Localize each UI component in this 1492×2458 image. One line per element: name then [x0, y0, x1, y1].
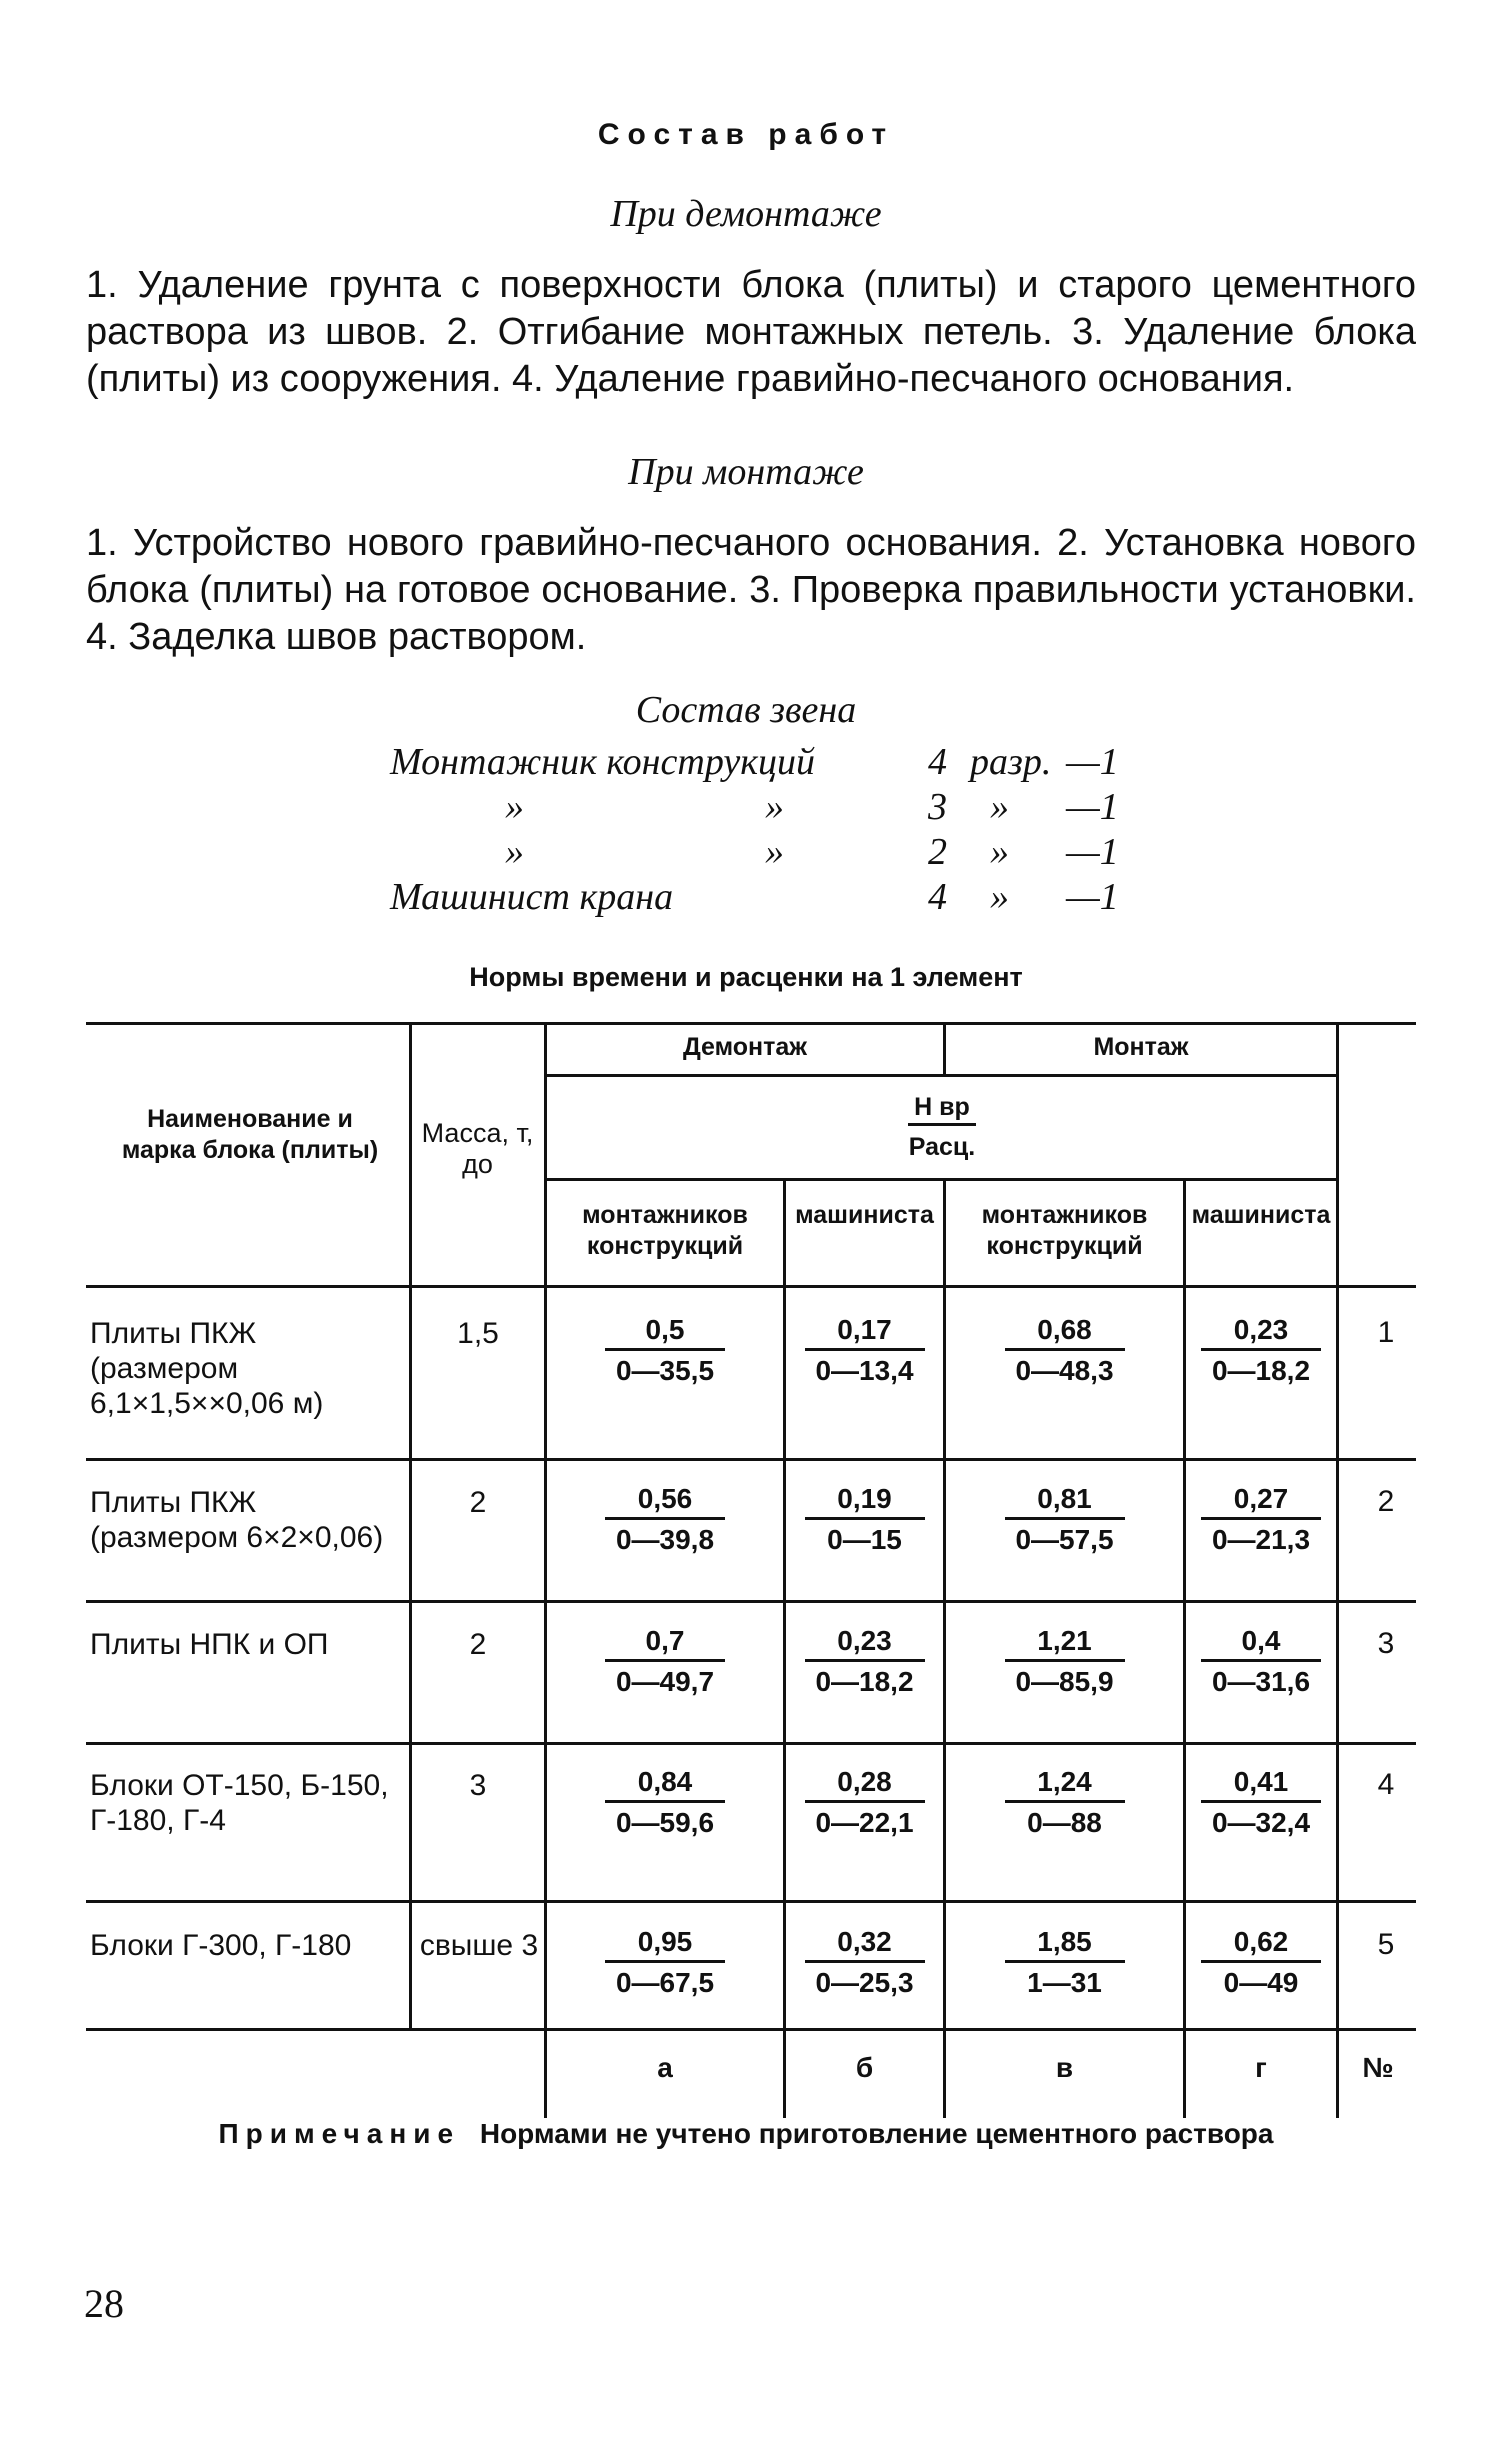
crew-count: —1 — [1066, 831, 1119, 873]
norm-value: 0,28 — [837, 1766, 892, 1797]
crew-unit: » — [990, 831, 1009, 873]
row-mass: 1,5 — [457, 1317, 499, 1350]
crew-role: » — [505, 831, 524, 873]
column-letter: в — [1055, 2052, 1074, 2083]
cell-b — [787, 1924, 942, 1999]
note-label: Примечание — [218, 2118, 461, 2149]
table-rule — [1183, 1178, 1186, 2118]
column-letter: б — [855, 2052, 874, 2083]
header-col-c: монтажников конструкций — [981, 1201, 1148, 1260]
rate-value: 0—21,3 — [1211, 1524, 1311, 1555]
dismantling-text: 1. Удаление грунта с поверхности блока (плиты) и старого цементного раствора из швов. 2. Отгибание монтажных петель. 3. Удаление блока (плиты) из сооружения. 4. Удаление гравийно-песчаного основания. — [86, 264, 1416, 400]
row-mass: 2 — [469, 1486, 487, 1519]
crew-role: Машинист крана — [390, 876, 674, 918]
norm-value: 0,81 — [1037, 1483, 1092, 1514]
norm-value: 0,27 — [1233, 1483, 1289, 1514]
crew-heading: Состав звена — [635, 689, 857, 731]
norm-value: 0,84 — [637, 1766, 693, 1797]
table-note — [0, 2118, 1492, 2150]
row-number: 5 — [1377, 1928, 1395, 1961]
rate-value: 0—59,6 — [615, 1807, 715, 1838]
table-rule — [86, 2028, 1416, 2031]
table-title: Нормы времени и расценки на 1 элемент — [469, 962, 1023, 992]
norm-value: 0,62 — [1233, 1926, 1289, 1957]
cell-d — [1187, 1312, 1335, 1387]
crew-row — [390, 830, 1150, 875]
cell-d — [1187, 1764, 1335, 1839]
crew-row — [390, 875, 1150, 920]
table-rule — [86, 1022, 1416, 1025]
header-norm-den: Расц. — [908, 1133, 976, 1161]
section-heading: Состав работ — [597, 118, 895, 151]
crew-row — [390, 740, 1150, 785]
norm-value: 0,7 — [645, 1625, 685, 1656]
rate-value: 0—32,4 — [1211, 1807, 1311, 1838]
rate-value: 0—49 — [1223, 1967, 1299, 1998]
crew-unit: » — [990, 876, 1009, 918]
norm-value: 0,5 — [645, 1314, 685, 1345]
header-col-a: монтажников конструкций — [582, 1201, 748, 1260]
crew-count: —1 — [1066, 876, 1119, 918]
crew-row — [390, 785, 1150, 830]
table-rule — [86, 1285, 1416, 1288]
norm-value: 0,32 — [837, 1926, 892, 1957]
cell-d — [1187, 1481, 1335, 1556]
norm-value: 0,17 — [837, 1314, 892, 1345]
row-name: Плиты ПКЖ (размером 6,1×1,5××0,06 м) — [90, 1317, 324, 1420]
rate-value: 0—88 — [1027, 1807, 1102, 1838]
crew-role: Монтажник конструкций — [390, 741, 815, 783]
row-name: Блоки ОТ-150, Б-150, Г-180, Г-4 — [90, 1769, 389, 1837]
norm-value: 0,19 — [837, 1483, 892, 1514]
table-rule — [86, 1742, 1416, 1745]
cell-a — [548, 1481, 782, 1556]
cell-a — [548, 1623, 782, 1698]
cell-c — [947, 1924, 1182, 1999]
header-mounting: Монтаж — [1093, 1033, 1189, 1061]
header-dismantling: Демонтаж — [682, 1033, 808, 1061]
crew-ditto: » — [765, 831, 784, 873]
row-mass: свыше 3 — [419, 1929, 539, 1962]
header-mass: Масса, т, до — [421, 1118, 534, 1179]
row-name: Плиты НПК и ОП — [90, 1628, 329, 1661]
crew-count: —1 — [1066, 741, 1119, 783]
header-norm-num: Н вр — [908, 1092, 976, 1126]
row-mass: 2 — [469, 1628, 487, 1661]
rate-value: 0—57,5 — [1015, 1524, 1114, 1555]
rate-value: 0—48,3 — [1015, 1355, 1114, 1386]
rate-value: 0—35,5 — [615, 1355, 715, 1386]
table-rule — [783, 1178, 786, 2118]
column-letter: № — [1362, 2052, 1394, 2083]
rate-value: 0—31,6 — [1211, 1666, 1311, 1697]
cell-b — [787, 1481, 942, 1556]
rate-value: 0—15 — [827, 1524, 902, 1555]
rate-value: 0—22,1 — [815, 1807, 914, 1838]
mounting-text: 1. Устройство нового гравийно-песчаного основания. 2. Установка нового блока (плиты) на готовое основание. 3. Проверка правильности установки. 4. Заделка швов раствором. — [86, 522, 1416, 658]
cell-a — [548, 1312, 782, 1387]
header-name: Наименование и марка блока (плиты) — [121, 1105, 379, 1164]
norm-value: 0,68 — [1037, 1314, 1092, 1345]
table-rule — [86, 1600, 1416, 1603]
row-name: Блоки Г-300, Г-180 — [90, 1929, 352, 1962]
table-rule — [544, 1022, 547, 2118]
dismantling-heading: При демонтаже — [610, 193, 882, 235]
norm-value: 0,23 — [837, 1625, 892, 1656]
norm-value: 1,24 — [1037, 1766, 1092, 1797]
table-rule — [943, 1022, 946, 1075]
cell-a — [548, 1924, 782, 1999]
cell-d — [1187, 1924, 1335, 1999]
rate-value: 0—18,2 — [815, 1666, 914, 1697]
rate-value: 0—13,4 — [815, 1355, 914, 1386]
cell-a — [548, 1764, 782, 1839]
rate-value: 0—49,7 — [615, 1666, 715, 1697]
row-number: 1 — [1377, 1316, 1395, 1349]
crew-list — [390, 740, 1150, 920]
rate-value: 1—31 — [1027, 1967, 1102, 1998]
rate-value: 0—85,9 — [1015, 1666, 1114, 1697]
cell-b — [787, 1623, 942, 1698]
dismantling-paragraph — [86, 262, 1416, 403]
cell-d — [1187, 1623, 1335, 1698]
crew-grade: 3 — [928, 786, 947, 828]
rate-value: 0—67,5 — [615, 1967, 715, 1998]
norm-value: 0,41 — [1233, 1766, 1289, 1797]
crew-grade: 4 — [928, 741, 947, 783]
header-col-b: машинистa — [795, 1201, 934, 1229]
table-rule — [86, 1458, 1416, 1461]
cell-c — [947, 1481, 1182, 1556]
rate-value: 0—25,3 — [815, 1967, 914, 1998]
table-rule — [546, 1178, 1336, 1181]
crew-unit: » — [990, 786, 1009, 828]
table-rule — [1336, 1022, 1339, 2118]
mounting-paragraph — [86, 520, 1416, 661]
crew-grade: 4 — [928, 876, 947, 918]
rate-value: 0—18,2 — [1211, 1355, 1311, 1386]
crew-unit: разр. — [970, 741, 1052, 783]
cell-c — [947, 1312, 1182, 1387]
table-rule — [546, 1074, 1336, 1077]
rate-value: 0—39,8 — [615, 1524, 715, 1555]
page-number: 28 — [84, 2281, 124, 2326]
row-number: 4 — [1377, 1768, 1395, 1801]
cell-c — [947, 1623, 1182, 1698]
norm-value: 0,4 — [1241, 1625, 1281, 1656]
mounting-heading: При монтаже — [628, 451, 864, 493]
row-mass: 3 — [469, 1769, 487, 1802]
row-number: 3 — [1377, 1627, 1395, 1660]
crew-count: —1 — [1066, 786, 1119, 828]
crew-grade: 2 — [928, 831, 947, 873]
crew-role: » — [505, 786, 524, 828]
table-rule — [86, 1900, 1416, 1903]
column-letter: г — [1255, 2052, 1267, 2083]
norm-value: 0,95 — [637, 1926, 693, 1957]
row-name: Плиты ПКЖ (размером 6×2×0,06) — [90, 1486, 384, 1554]
column-letter: а — [657, 2052, 673, 2083]
cell-b — [787, 1312, 942, 1387]
norm-value: 0,56 — [637, 1483, 693, 1514]
header-col-d: машинистa — [1191, 1201, 1331, 1229]
table-rule — [409, 1022, 412, 2028]
norm-value: 1,85 — [1037, 1926, 1092, 1957]
table-rule — [943, 1178, 946, 2118]
cell-b — [787, 1764, 942, 1839]
norm-value: 0,23 — [1233, 1314, 1289, 1345]
row-number: 2 — [1377, 1485, 1395, 1518]
cell-c — [947, 1764, 1182, 1839]
header-norm-fraction — [548, 1092, 1336, 1163]
crew-ditto: » — [765, 786, 784, 828]
note-text: Нормами не учтено приготовление цементного раствора — [479, 2118, 1274, 2149]
norm-value: 1,21 — [1037, 1625, 1092, 1656]
